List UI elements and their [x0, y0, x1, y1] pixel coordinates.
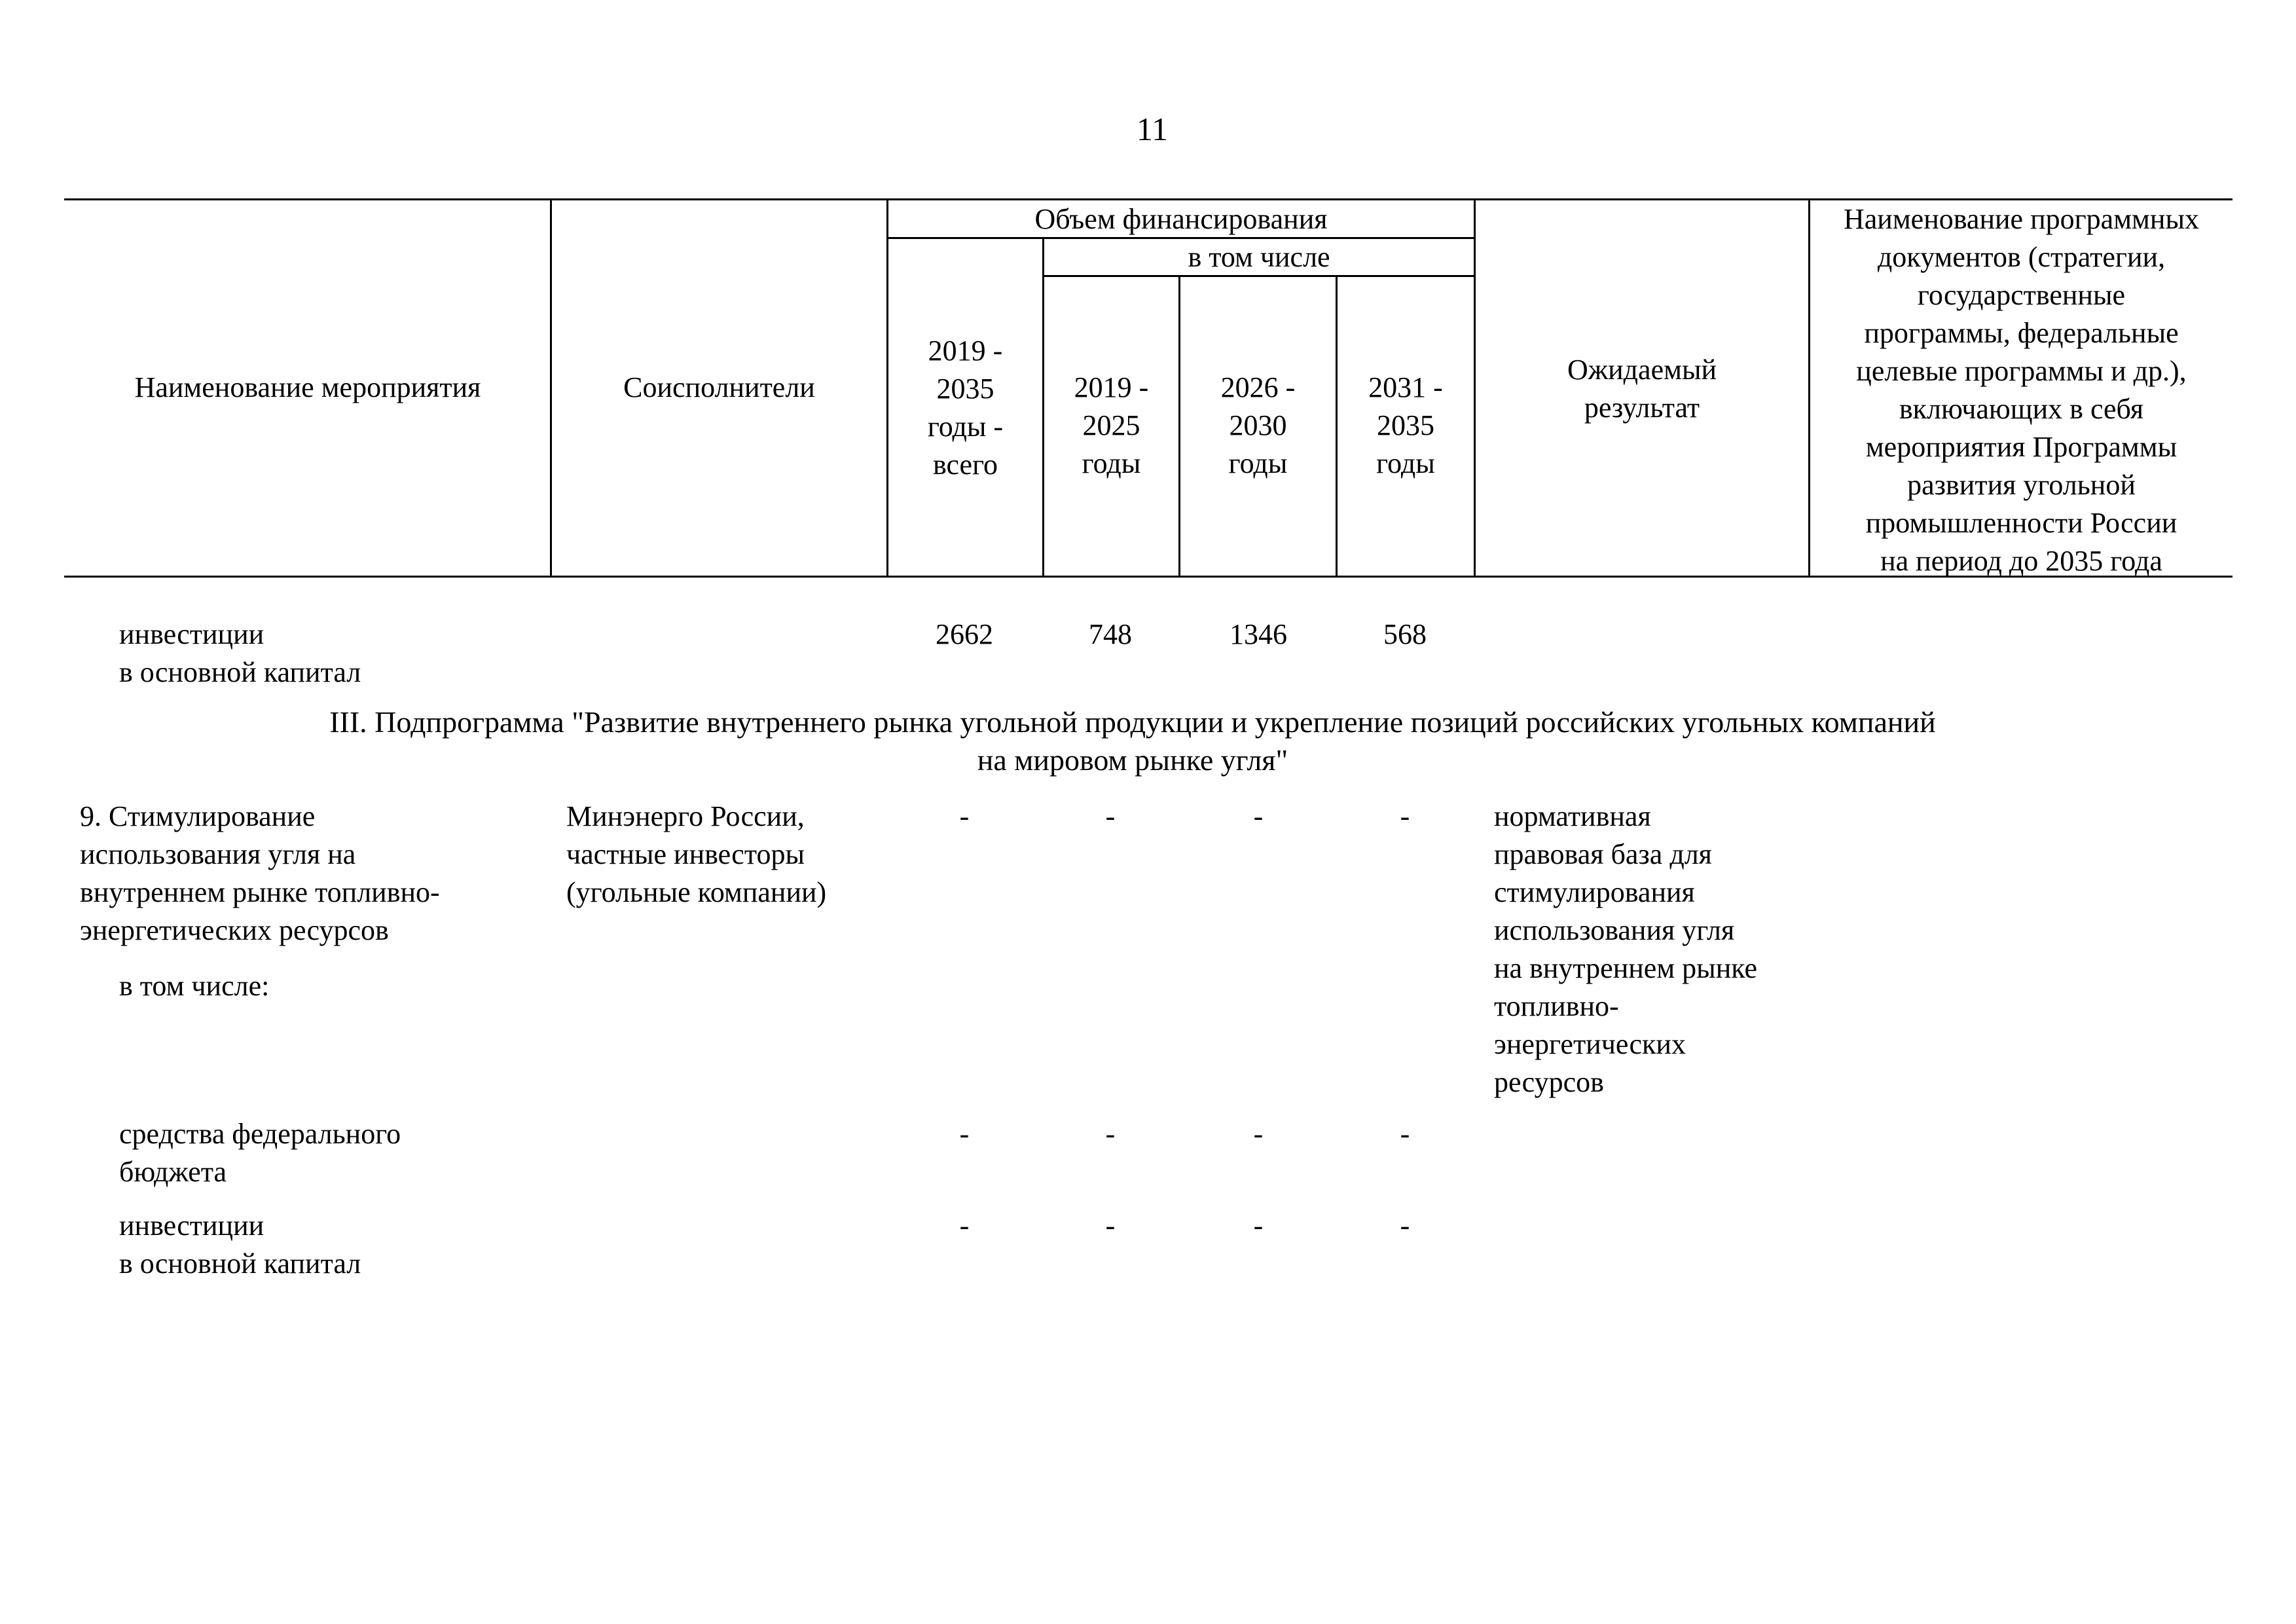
header-2019-2025: 2019 - 2025 годы: [1074, 371, 1149, 479]
item9-including-label: в том числе:: [119, 970, 270, 1002]
header-expected-result: Ожидаемый результат: [1567, 354, 1717, 424]
item9-label: 9. Стимулирование использования угля на внутреннем рынке топливно- энергетических ресурсов: [80, 800, 440, 946]
investments-top-2019-2025: 748: [1089, 618, 1132, 650]
investments-top-2031-2035: 568: [1383, 618, 1427, 650]
federal-budget-label: средства федерального бюджета: [119, 1118, 401, 1188]
investments-bottom-2031-2035: -: [1400, 1209, 1410, 1242]
item9-2019-2025: -: [1105, 800, 1116, 832]
header-event-name: Наименование мероприятия: [134, 371, 481, 403]
header-coexecutors: Соисполнители: [623, 371, 815, 403]
federal-budget-2019-2025: -: [1105, 1118, 1116, 1150]
header-program-documents: Наименование программных документов (стратегии, государственные программы, федеральные целевые программы и др.), включающих в себя мероприятия Программы развития угольной промышленности России на период до 2035 года: [1843, 203, 2200, 577]
header-2026-2030: 2026 - 2030 годы: [1220, 371, 1296, 479]
page-number: 11: [1136, 111, 1169, 147]
investments-top-total: 2662: [936, 618, 993, 650]
header-including-group: в том числе: [1188, 241, 1330, 273]
investments-bottom-label: инвестиции в основной капитал: [119, 1209, 361, 1280]
item9-expected-result: нормативная правовая база для стимулирования использования угля на внутреннем рынке топливно- энергетических ресурсов: [1494, 800, 1758, 1098]
subprogram-title: III. Подпрограмма "Развитие внутреннего рынка угольной продукции и укрепление позиций российских угольных компаний на мировом рынке угля": [329, 705, 1936, 777]
investments-top-2026-2030: 1346: [1230, 618, 1287, 650]
investments-bottom-2019-2025: -: [1105, 1209, 1116, 1242]
item9-total: -: [959, 800, 970, 832]
item9-2026-2030: -: [1253, 800, 1264, 832]
header-financing-group: Объем финансирования: [1034, 203, 1328, 235]
federal-budget-total: -: [959, 1118, 970, 1150]
investments-bottom-total: -: [959, 1209, 970, 1242]
item9-coexecutors: Минэнерго России, частные инвесторы (угольные компании): [566, 800, 827, 908]
item9-2031-2035: -: [1400, 800, 1410, 832]
federal-budget-2031-2035: -: [1400, 1118, 1410, 1150]
header-total-2019-2035: 2019 - 2035 годы - всего: [927, 335, 1004, 481]
investments-top-label: инвестиции в основной капитал: [119, 618, 361, 688]
investments-bottom-2026-2030: -: [1253, 1209, 1264, 1242]
federal-budget-2026-2030: -: [1253, 1118, 1264, 1150]
header-2031-2035: 2031 - 2035 годы: [1368, 371, 1443, 479]
